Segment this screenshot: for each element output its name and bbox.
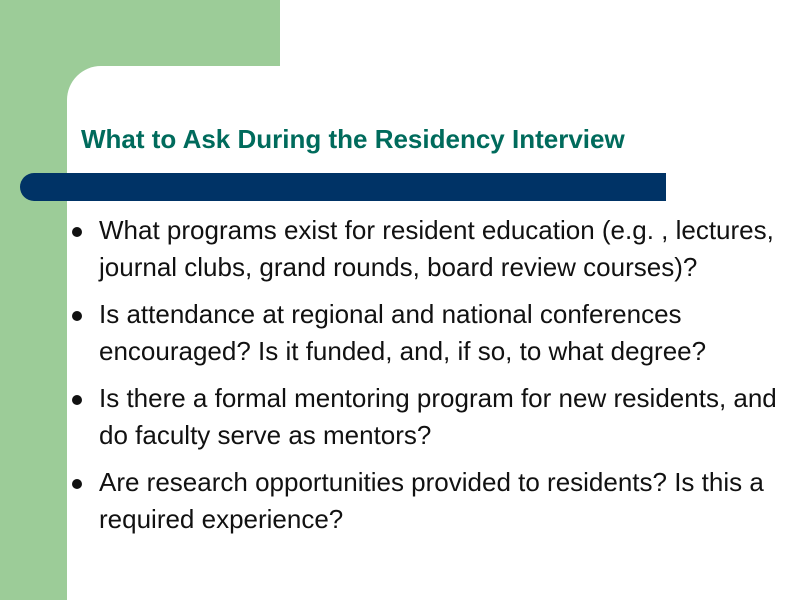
bullet-list bbox=[69, 212, 789, 548]
bullet-dot-icon bbox=[72, 227, 82, 237]
bullet-dot-icon bbox=[72, 311, 82, 321]
bullet-dot-icon bbox=[72, 479, 82, 489]
bullet-item-4 bbox=[69, 464, 789, 538]
bullet-dot-icon bbox=[72, 395, 82, 405]
bullet-item-2 bbox=[69, 296, 789, 370]
bullet-text-2: Is attendance at regional and national conferences encouraged? Is it funded, and, if so, to what degree? bbox=[99, 299, 707, 366]
slide-title: What to Ask During the Residency Interview bbox=[81, 124, 625, 154]
bullet-text-4: Are research opportunities provided to residents? Is this a required experience? bbox=[99, 467, 764, 534]
bullet-item-3 bbox=[69, 380, 789, 454]
bullet-text-1: What programs exist for resident education (e.g. , lectures, journal clubs, grand rounds, board review courses)? bbox=[99, 215, 774, 282]
bullet-item-1 bbox=[69, 212, 789, 286]
title-divider-bar bbox=[20, 173, 666, 201]
bullet-text-3: Is there a formal mentoring program for new residents, and do faculty serve as mentors? bbox=[99, 383, 777, 450]
